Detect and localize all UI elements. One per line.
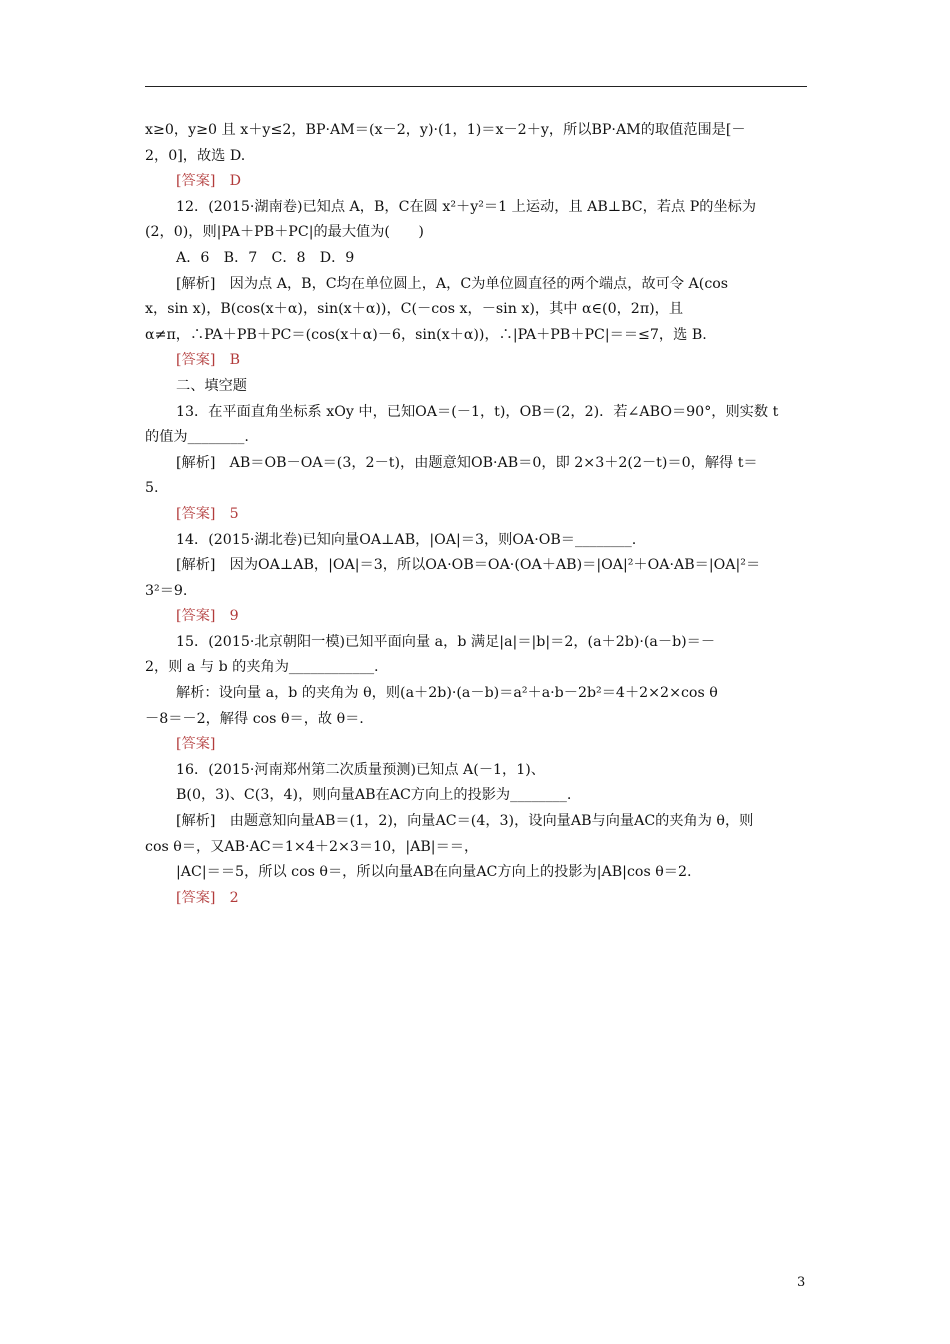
choices-line: A．6 B．7 C．8 D．9 bbox=[176, 249, 355, 266]
analysis-line: 解析：设向量 a，b 的夹角为 θ，则(a＋2b)·(a－b)＝a²＋a·b－2b²＝4＋2×2×cos θ bbox=[176, 685, 718, 702]
answer-line: [答案] 2 bbox=[176, 889, 239, 906]
text-line: (2，0)，则|PA＋PB＋PC|的最大值为( ) bbox=[145, 224, 424, 241]
text-line: |AC|＝＝5，所以 cos θ＝，所以向量AB在向量AC方向上的投影为|AB|cos θ＝2. bbox=[176, 864, 692, 881]
analysis-line: [解析] 因为点 A，B，C均在单位圆上，A，C为单位圆直径的两个端点，故可令 A(cos bbox=[176, 275, 729, 292]
text-line: 5. bbox=[145, 480, 159, 497]
text-line: 2，则 a 与 b 的夹角为____________. bbox=[145, 659, 379, 676]
text-line: －8＝－2，解得 cos θ＝，故 θ＝. bbox=[145, 710, 364, 727]
header-rule bbox=[145, 86, 807, 87]
analysis-line: [解析] AB＝OB－OA＝(3，2－t)，由题意知OB·AB＝0，即 2×3＋2(2－t)＝0，解得 t＝ bbox=[176, 454, 758, 471]
analysis-line: [解析] 由题意知向量AB＝(1，2)，向量AC＝(4，3)，设向量AB与向量AC的夹角为 θ，则 bbox=[176, 813, 754, 830]
page-body bbox=[145, 118, 807, 911]
question-16: 16．(2015·河南郑州第二次质量预测)已知点 A(－1，1)、 bbox=[176, 761, 545, 778]
answer-line: [答案] B bbox=[176, 352, 241, 369]
text-line: cos θ＝，又AB·AC＝1×4＋2×3＝10，|AB|＝＝， bbox=[145, 838, 479, 855]
question-14: 14．(2015·湖北卷)已知向量OA⊥AB，|OA|＝3，则OA·OB＝________. bbox=[176, 531, 637, 548]
question-12: 12．(2015·湖南卷)已知点 A，B，C在圆 x²＋y²＝1 上运动，且 AB⊥BC，若点 P的坐标为 bbox=[176, 198, 757, 215]
text-line: α≠π，∴PA＋PB＋PC＝(cos(x＋α)－6，sin(x＋α))，∴|PA＋PB＋PC|＝＝≤7，选 B. bbox=[145, 326, 707, 343]
text-line: 2，0]，故选 D. bbox=[145, 147, 246, 164]
page-number: 3 bbox=[797, 1275, 806, 1290]
text-line: x，sin x)，B(cos(x＋α)，sin(x＋α))，C(－cos x，－sin x)，其中 α∈(0，2π)，且 bbox=[145, 301, 684, 318]
question-15: 15．(2015·北京朝阳一模)已知平面向量 a，b 满足|a|＝|b|＝2，(a＋2b)·(a－b)＝－ bbox=[176, 633, 716, 650]
answer-line: [答案] 5 bbox=[176, 505, 239, 522]
analysis-line: [解析] 因为OA⊥AB，|OA|＝3，所以OA·OB＝OA·(OA＋AB)＝|OA|²＋OA·AB＝|OA|²＝ bbox=[176, 557, 761, 574]
section-heading: 二、填空题 bbox=[176, 377, 247, 394]
text-line: 3²＝9. bbox=[145, 582, 188, 599]
text-line: x≥0，y≥0 且 x＋y≤2，BP·AM＝(x－2，y)·(1，1)＝x－2＋y，所以BP·AM的取值范围是[－ bbox=[145, 122, 746, 138]
text-line: B(0，3)、C(3，4)，则向量AB在AC方向上的投影为________. bbox=[176, 787, 572, 804]
text-line: 的值为________. bbox=[145, 429, 249, 446]
answer-line: [答案] D bbox=[176, 173, 242, 190]
question-13: 13．在平面直角坐标系 xOy 中，已知OA＝(－1，t)，OB＝(2，2)．若∠ABO＝90°，则实数 t bbox=[176, 403, 779, 420]
answer-line: [答案] bbox=[176, 736, 216, 753]
answer-line: [答案] 9 bbox=[176, 608, 239, 625]
